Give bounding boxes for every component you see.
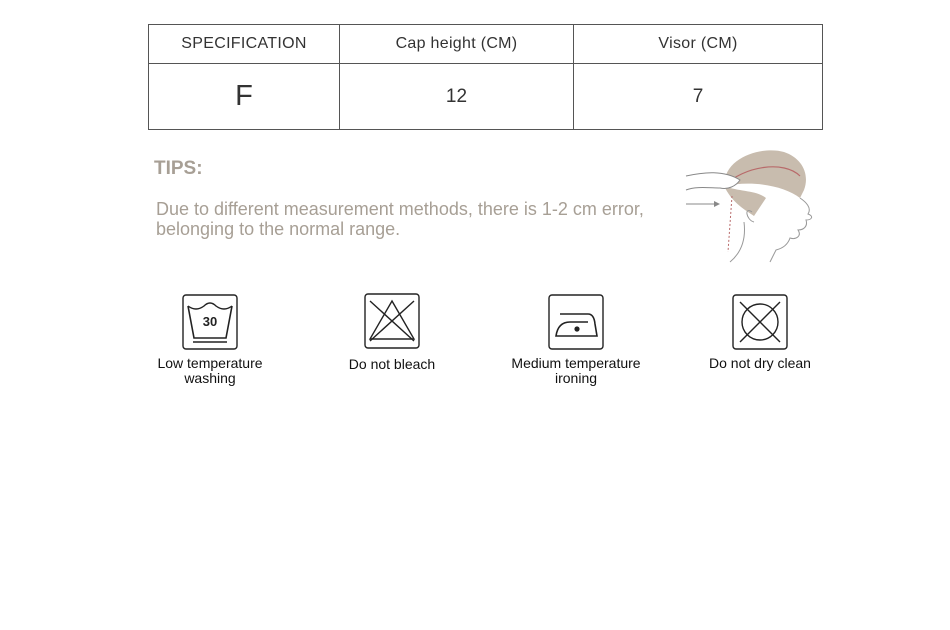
care-medium-temperature-ironing (496, 294, 656, 386)
care-do-not-bleach (322, 293, 462, 372)
wash-temperature-badge: 30 (202, 314, 218, 329)
header-cap-height: Cap height (CM) (340, 25, 574, 64)
spec-header-row (149, 25, 823, 64)
care-label-line-2: washing (184, 370, 236, 386)
care-do-not-dry-clean (690, 294, 830, 371)
tips-text (156, 199, 696, 239)
no-bleach-icon (364, 293, 420, 349)
care-label-line-1: Medium temperature (511, 355, 641, 371)
spec-table (148, 24, 823, 130)
tips-line-2: belonging to the normal range. (156, 219, 401, 239)
care-label-line-1: Do not dry clean (709, 355, 811, 371)
header-specification: SPECIFICATION (149, 25, 340, 64)
value-visor: 7 (574, 64, 823, 130)
value-specification: F (149, 64, 340, 130)
care-low-temperature-washing (138, 294, 282, 386)
value-cap-height: 12 (340, 64, 574, 130)
header-visor: Visor (CM) (574, 25, 823, 64)
spec-value-row (149, 64, 823, 130)
tips-heading: TIPS: (154, 158, 203, 179)
wash-30-icon (182, 294, 238, 350)
iron-medium-icon (548, 294, 604, 350)
care-label-line-2: ironing (554, 370, 598, 386)
head-measurement-illustration (684, 146, 818, 264)
care-label-line-1: Low temperature (157, 355, 263, 371)
tips-line-1: Due to different measurement methods, there is 1-2 cm error, (156, 199, 644, 219)
no-dry-clean-icon (732, 294, 788, 350)
care-label-line-1: Do not bleach (348, 356, 436, 372)
